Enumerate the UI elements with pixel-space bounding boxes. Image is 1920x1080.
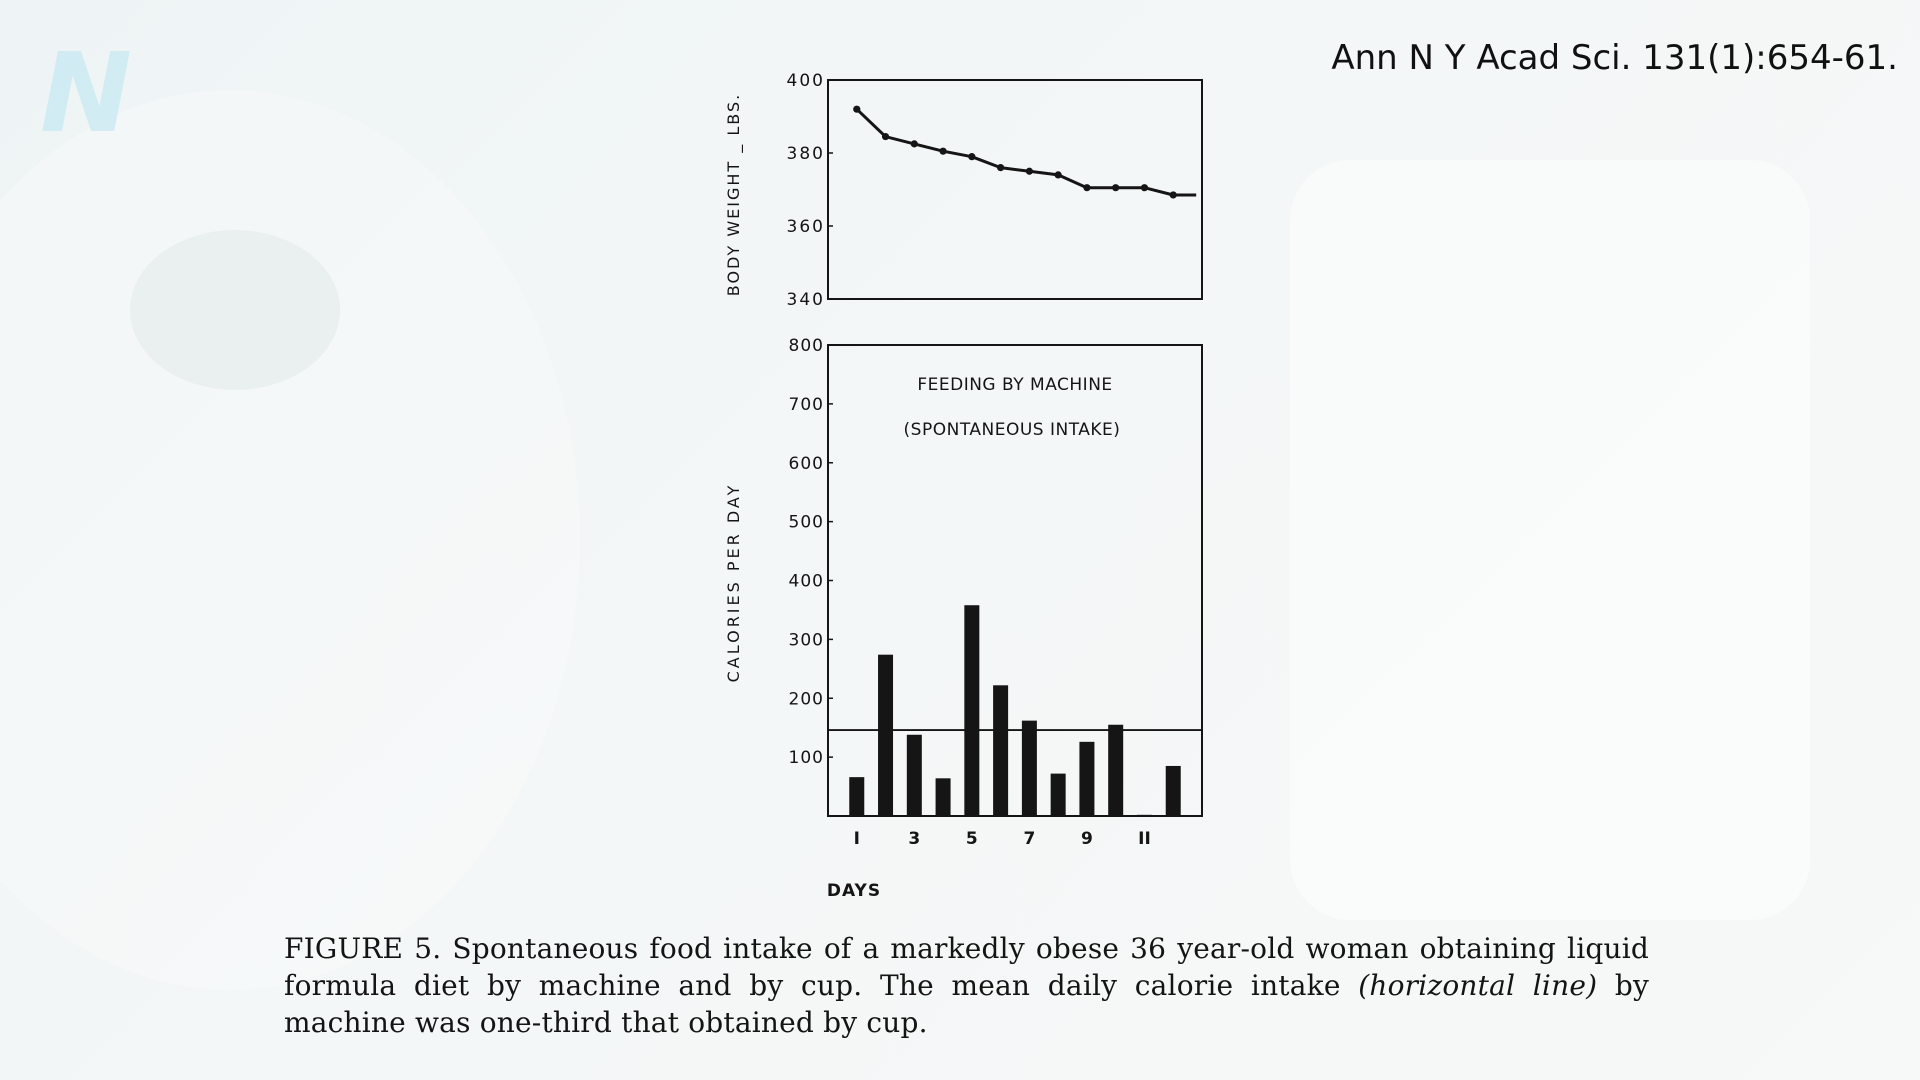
calories-y-tick-label: 400 xyxy=(788,571,824,592)
calories-bar xyxy=(1137,815,1152,817)
calories-y-tick-label: 200 xyxy=(788,689,824,710)
weight-series-line xyxy=(857,109,1196,195)
figure-caption xyxy=(284,930,1649,1041)
weight-y-tick-label: 380 xyxy=(786,144,825,164)
chart-title: FEEDING BY MACHINE xyxy=(917,375,1113,395)
weight-data-point xyxy=(1141,184,1148,191)
citation-text: Ann N Y Acad Sci. 131(1):654-61. xyxy=(1331,38,1898,78)
calories-bar xyxy=(907,735,922,816)
caption-italic-text: (horizontal line) xyxy=(1358,969,1598,1002)
calories-bar xyxy=(849,777,864,816)
calories-y-tick-label: 600 xyxy=(788,453,824,474)
calories-bar xyxy=(1022,721,1037,816)
calories-x-tick-label: I xyxy=(853,829,860,849)
calories-bar xyxy=(964,605,979,816)
weight-data-point xyxy=(911,140,918,147)
x-axis-label: DAYS xyxy=(826,881,882,901)
calories-bar xyxy=(1079,742,1094,816)
calories-bar xyxy=(878,655,893,816)
weight-data-point xyxy=(939,148,946,155)
body-weight-panel xyxy=(724,71,1202,310)
weight-data-point xyxy=(968,153,975,160)
weight-data-point xyxy=(1055,171,1062,178)
weight-data-point xyxy=(1083,184,1090,191)
calories-bar xyxy=(936,778,951,816)
calories-y-tick-label: 300 xyxy=(788,630,824,651)
calories-panel xyxy=(724,336,1202,901)
weight-data-point xyxy=(1170,191,1177,198)
weight-y-tick-label: 360 xyxy=(786,217,825,237)
calories-bar xyxy=(1051,774,1066,816)
calories-bar xyxy=(993,685,1008,816)
weight-data-point xyxy=(1112,184,1119,191)
weight-y-axis-label: BODY WEIGHT _ LBS. xyxy=(724,92,743,297)
caption-text-end: by machine was one-third that obtained by cup. xyxy=(284,969,1649,1039)
calories-x-tick-label: 5 xyxy=(965,829,978,849)
calories-y-tick-label: 700 xyxy=(788,394,824,415)
calories-x-tick-label: 9 xyxy=(1081,829,1093,849)
calories-y-tick-label: 100 xyxy=(788,748,824,769)
calories-y-axis-label: CALORIES PER DAY xyxy=(724,482,743,683)
calories-x-tick-label: 7 xyxy=(1023,829,1036,849)
weight-data-point xyxy=(1026,168,1033,175)
calories-bar xyxy=(1108,725,1123,816)
calories-y-tick-label: 800 xyxy=(788,336,824,356)
weight-data-point xyxy=(853,106,860,113)
weight-y-tick-label: 340 xyxy=(786,290,825,310)
calories-x-tick-label: II xyxy=(1138,829,1151,849)
chart-subtitle: (SPONTANEOUS INTAKE) xyxy=(903,420,1121,440)
calories-x-tick-label: 3 xyxy=(908,829,921,849)
weight-data-point xyxy=(997,164,1004,171)
weight-data-point xyxy=(882,133,889,140)
calories-y-tick-label: 500 xyxy=(788,512,824,533)
watermark-logo: N xyxy=(40,29,133,157)
weight-y-tick-label: 400 xyxy=(786,71,825,91)
calories-bar xyxy=(1166,766,1181,816)
caption-text: FIGURE 5. Spontaneous food intake of a markedly obese 36 year-old woman obtaining liquid formula diet by machine and by cup. The mean daily calorie intake xyxy=(284,932,1649,1002)
